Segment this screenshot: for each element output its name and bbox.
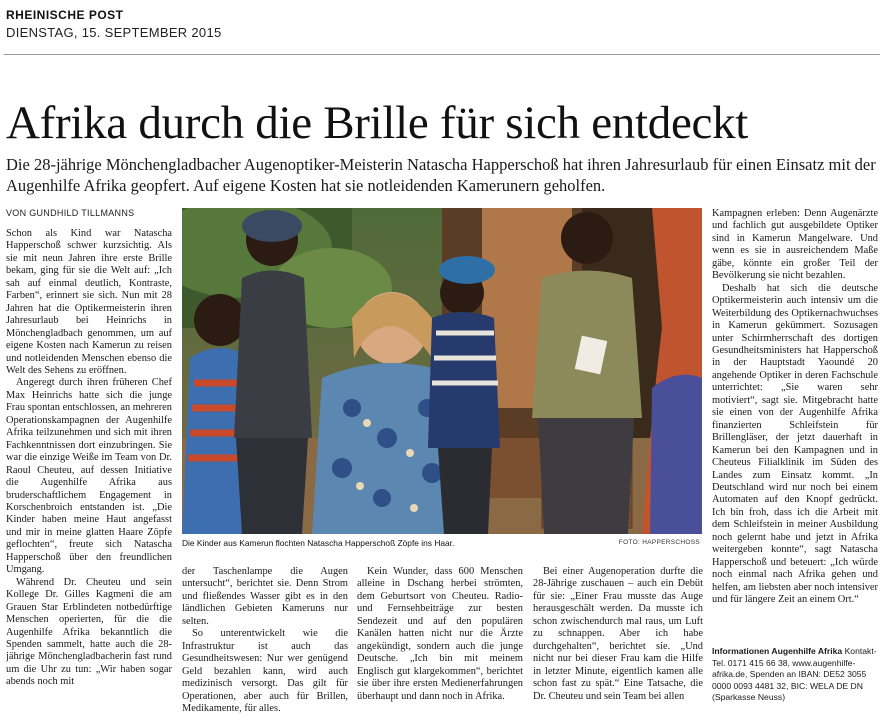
- issue-date: DIENSTAG, 15. SEPTEMBER 2015: [6, 25, 222, 40]
- info-box: [712, 646, 880, 704]
- paragraph: Kampagnen erleben: Denn Augenärzte und fachlich gut ausgebildete Optiker sind in Kamerun Mangelware. Und wenn es sie in ausreichendem Maße gäbe, könnte ein großer Teil der Bevölkerung sie nicht bezahlen.: [712, 208, 878, 282]
- info-title: Informationen Augenhilfe Afrika: [712, 646, 843, 656]
- byline: VON GUNDHILD TILLMANNS: [6, 208, 135, 218]
- masthead-rule: [4, 54, 880, 55]
- paragraph: Deshalb hat sich die deutsche Optikermeisterin auch intensiv um die Weiterbildung des Optikernachwuchses in Kamerun gekümmert. Sozusagen unter Schirmherrschaft des dortigen Gesundheitsministers hat Happerschoß in der Hauptstadt Yaoundé 20 angehende Optiker in deren Fachschule unterrichtet: „Sie waren sehr motiviert“, sagt sie. Mitgebracht hatte sie einen von der Augenhilfe Afrika finanzierten Schleifstein für Brillengläser, der jetzt dauerhaft in Kamerun bei den Kampagnen und in Cheuteus Filialklinik im Süden des Landes zum Einsatz kommt. „In Deutschland wird nur noch bei einem Automaten auf den Knopf gedrückt. Ich bin froh, dass ich die Arbeit mit dem Schleifstein in meiner Ausbildung noch gelernt habe und jetzt in Afrika weitergeben konnte“, sagt Natascha Happerschoß und beteuert: „Ich würde noch einmal nach Afrika gehen und helfen, am liebsten aber noch intensiver und für längere Zeit an einem Ort.“: [712, 282, 878, 606]
- body-column-5: [712, 208, 878, 640]
- body-column-4: [533, 566, 703, 716]
- paragraph: Angeregt durch ihren früheren Chef Max Heinrichs hatte sich die junge Frau spontan entschlossen, an mehreren Operationskampagnen der Augenhilfe Afrika teilzunehmen und sich mit ihren Fachkenntnissen dort einzubringen. Sie war die einzige Weiße im Team von Dr. Raoul Cheuteu, auf dessen Initiative die Augenhilfe Afrika aus bruderschaftlichem Engagement in Korschenbroich entstanden ist. „Die Kinder haben meine Haut angefasst und mir in meine glatten Haare Zöpfe geflochten“, freute sich Natascha Happerschoß über den freundlichen Umgang.: [6, 377, 172, 576]
- paragraph: Schon als Kind war Natascha Happerschoß schwer kurzsichtig. Als sie mit neun Jahren ihre erste Brille bekam, ging für sie die Welt auf: „Ich sah auf einmal deutlich, Kontraste, Farben“, erinnert sie sich. Nun mit 28 Jahren hat die Optikermeisterin ihren Jahresurlaub bei Heinrichs in Mönchengladbach genommen, um auf eigene Kosten nach Kamerun zu reisen und notleidenden Menschen ebenso die Welt des Sehens zu eröffnen.: [6, 228, 172, 376]
- body-column-1: [6, 228, 172, 714]
- paragraph: Kein Wunder, dass 600 Menschen alleine in Dschang herbei strömten, dem Geburtsort von Cheuteu. Radio- und Fernsehbeiträge zur besten Sendezeit und auf den populären Kanälen hatten nicht nur die Ärzte angekündigt, sondern auch die junge Deutsche. „Ich bin mit meinem Englisch gut klargekommen“, berichtet sie über ihre ersten Medienerfahrungen überhaupt und dann noch in Afrika.: [357, 566, 523, 702]
- paper-name: RHEINISCHE POST: [6, 8, 124, 22]
- body-column-3: [357, 566, 523, 716]
- paragraph: Bei einer Augenoperation durfte die 28-Jährige zuschauen – auch ein Debüt für sie: „Einer Frau musste das Auge herausgeschält werden. Da musste ich schon zwischendurch mal raus, um Luft zu schnappen. Aber ich habe durchgehalten“, berichtet sie. „Und nicht nur bei dieser Frau kam die Hilfe in letzter Minute, eigentlich kamen alle schon fast zu spät.“ Eine Tatsache, die Dr. Cheuteu und sein Team bei allen: [533, 566, 703, 702]
- masthead: [6, 8, 878, 40]
- paragraph: So unterentwickelt wie die Infrastruktur ist auch das Gesundheitswesen: Nur wer genügend Geld bezahlen kann, wird auch medizinisch versorgt. Das gilt für Operationen, aber auch für Brillen, Medikamente, für alles.: [182, 628, 348, 714]
- headline: Afrika durch die Brille für sich entdeckt: [6, 97, 749, 149]
- caption-text: Die Kinder aus Kamerun flochten Natascha Happerschoß Zöpfe ins Haar.: [182, 538, 455, 548]
- paragraph: der Taschenlampe die Augen untersucht“, berichtet sie. Denn Strom und fließendes Wasser gibt es in den ländlichen Gebieten Kameruns nur selten.: [182, 566, 348, 627]
- body-column-2: [182, 566, 348, 716]
- photo-credit: FOTO: HAPPERSCHOSS: [618, 539, 700, 546]
- info-text: Kontakt-Tel. 0171 415 66 38, www.augenhilfe-afrika.de, Spenden an IBAN: DE52 3055 0000 0093 4481 32, BIC: WELA DE DN (Sparkasse Neuss): [712, 646, 877, 703]
- article-photo: [182, 208, 702, 534]
- deck: Die 28-jährige Mönchengladbacher Augenoptiker-Meisterin Natascha Happerschoß hat ihren Jahresurlaub für einen Einsatz mit der Augenhilfe Afrika geopfert. Auf eigene Kosten hat sie notleidenden Kamerunern geholfen.: [6, 155, 876, 195]
- paragraph: Während Dr. Cheuteu und sein Kollege Dr. Gilles Kagmeni die am Grauen Star Erblindeten notbedürftige Menschen operierten, für die die Augenhilfe Afrika bekanntlich die Spenden sammelt, hatte auch die 28-jährige Mönchengladbacherin fast rund um die Uhr zu tun: „Wir haben sogar abends noch mit: [6, 576, 172, 688]
